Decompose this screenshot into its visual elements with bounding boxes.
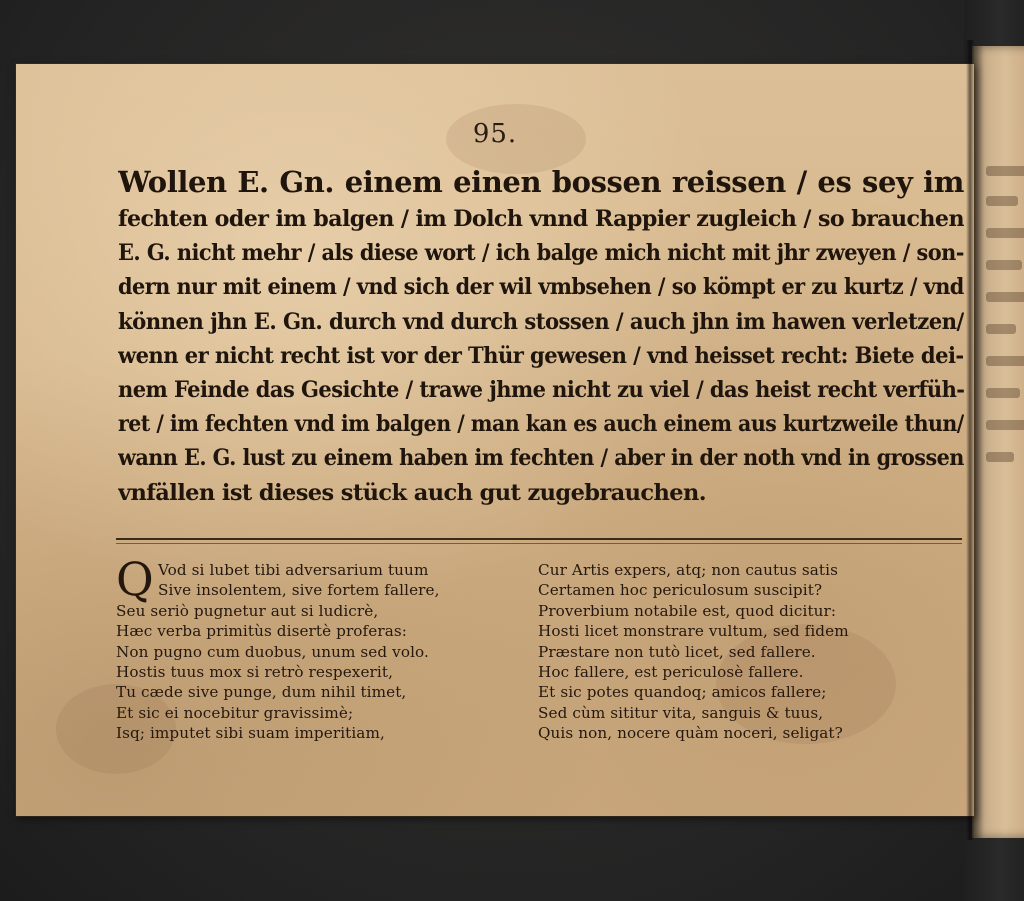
drop-cap: Q xyxy=(116,552,154,606)
german-line: E. G. nicht mehr / als diese wort / ich balge mich nicht mit jhr zweyen / son- xyxy=(118,240,964,267)
latin-verse-line: Cur Artis expers, atq; non cautus satis xyxy=(538,561,838,579)
german-paragraph xyxy=(118,162,964,510)
latin-verse-line: Hæc verba primitùs disertè proferas: xyxy=(116,622,407,641)
section-divider-rule-thin xyxy=(116,543,962,544)
latin-verse-line: Isq; imputet sibi suam imperitiam, xyxy=(116,724,385,743)
german-line: vnfällen ist dieses stück auch gut zugebrauchen. xyxy=(118,479,706,506)
latin-verse-line: Certamen hoc periculosum suscipit? xyxy=(538,581,823,600)
latin-verse-line: Seu seriò pugnetur aut si ludicrè, xyxy=(116,601,379,620)
latin-verse-left-column xyxy=(116,552,476,744)
latin-verse-line: Sive insolentem, sive fortem fallere, xyxy=(158,581,440,600)
german-line: fechten oder im balgen / im Dolch vnnd Rappier zugleich / so brauchen xyxy=(118,206,964,232)
german-line: dern nur mit einem / vnd sich der wil vmbsehen / so kömpt er zu kurtz / vnd xyxy=(118,274,964,301)
latin-verse-line: Tu cæde sive punge, dum nihil timet, xyxy=(116,683,407,702)
latin-verse-line: Præstare non tutò licet, sed fallere. xyxy=(538,642,816,661)
german-line: wenn er nicht recht ist vor der Thür gewesen / vnd heisset recht: Biete dei- xyxy=(118,342,964,369)
page-gutter-shadow xyxy=(966,40,974,840)
latin-verse-line: Sed cùm sititur vita, sanguis & tuus, xyxy=(538,703,824,722)
latin-verse-line: Quis non, nocere quàm noceri, seligat? xyxy=(538,724,843,743)
latin-verse-line: Hosti licet monstrare vultum, sed fidem xyxy=(538,622,849,641)
page-number: 95. xyxy=(472,119,518,149)
latin-verse-line: Vod si lubet tibi adversarium tuum xyxy=(158,561,429,579)
latin-verse-line: Et sic potes quandoq; amicos fallere; xyxy=(538,683,827,702)
latin-verse-line: Non pugno cum duobus, unum sed volo. xyxy=(116,642,429,661)
section-divider-rule xyxy=(116,538,962,540)
german-line: Wollen E. Gn. einem einen bossen reissen / es sey im xyxy=(118,165,964,199)
german-line: nem Feinde das Gesichte / trawe jhme nicht zu viel / das heist recht verfüh- xyxy=(118,377,965,404)
latin-verse-line: Hoc fallere, est periculosè fallere. xyxy=(538,663,804,682)
latin-verse-right-column xyxy=(538,560,898,744)
latin-verse-line: Hostis tuus mox si retrò respexerit, xyxy=(116,663,394,682)
book-page xyxy=(16,64,974,816)
latin-verse-line: Et sic ei nocebitur gravissimè; xyxy=(116,703,354,722)
german-line: wann E. G. lust zu einem haben im fechten / aber in der noth vnd in grossen xyxy=(118,445,964,472)
german-line: können jhn E. Gn. durch vnd durch stossen / auch jhn im hawen verletzen/ xyxy=(118,308,964,335)
facing-page-edge xyxy=(972,46,1024,838)
german-line: ret / im fechten vnd im balgen / man kan es auch einem aus kurtzweile thun/ xyxy=(118,411,964,438)
latin-verse-line: Proverbium notabile est, quod dicitur: xyxy=(538,601,837,620)
